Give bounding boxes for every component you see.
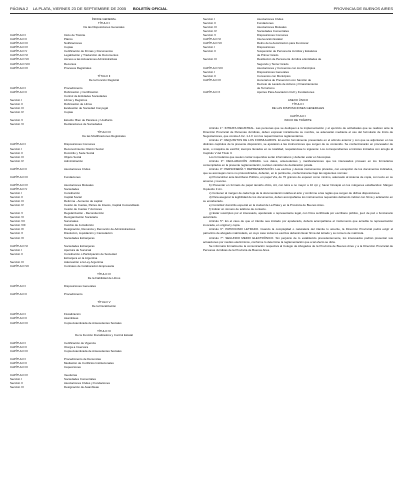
section-heading: De la Función Registral xyxy=(88,77,120,82)
publication-title: BOLETÍN OFICIAL xyxy=(132,6,168,11)
entry-number: Sección I xyxy=(10,97,22,102)
entry-number: Sección IV xyxy=(203,29,217,34)
entry-title: Aportes Para Asociación Civil y Fundaciones xyxy=(257,89,315,94)
entry-title: Sociedades Extranjeras xyxy=(64,235,95,240)
entry-title: Asociaciones Civiles y Fundaciones xyxy=(64,381,110,386)
section-heading: De la Fiabilidad de Libros xyxy=(87,276,121,280)
article-paragraph: Artículo 4°: PERSONERÍA Y REPRESENTACIÓN. Las escritos y demás instrumentos privados, con excepción de los documentos indicados, que se aconsejan como no protocolizados, deberán, en lo pertinente, confeccionarse bajo las siguientes normas: xyxy=(203,166,393,175)
section-heading: CAPÍTULO I xyxy=(289,114,307,119)
entry-number: CAPÍTULO II xyxy=(10,360,27,365)
entry-title: de Primer Grado xyxy=(257,53,279,58)
entry-number: Sección XI xyxy=(10,235,24,240)
entry-title: Retiro de la Autorización para Funcionar xyxy=(257,41,309,46)
entry-title: Disposiciones Generales xyxy=(257,69,289,74)
entry-title: Disposiciones Generales xyxy=(64,284,96,289)
entry-number: Sección V xyxy=(10,118,24,123)
entry-title: Asociaciones Mutuales xyxy=(64,182,94,187)
entry-title: Constitución o Participación de Sociedad xyxy=(64,251,117,256)
entry-number: Sección III xyxy=(10,154,24,159)
index-entry xyxy=(10,66,198,70)
entry-title: Reforma - Aumento de capital xyxy=(64,199,103,204)
entry-title: Honorarios de Prevención con Sanción de xyxy=(257,77,312,82)
index-entry xyxy=(10,236,198,240)
entry-number: Sección III xyxy=(203,25,217,30)
entry-title: Domicilio y Sede Social xyxy=(64,150,95,155)
entry-title: Asambleas xyxy=(64,316,79,321)
entry-title: Declaraciones de Sociedades xyxy=(64,122,103,127)
entry-number: CAPÍTULO III xyxy=(10,348,28,353)
entry-number: Sección V xyxy=(10,211,24,216)
entry-title: Sociedades xyxy=(64,186,80,191)
entry-title: Restitución de Personería Jurídica a Entidades de xyxy=(257,57,322,62)
entry-title: Estudio: Bien de Paraísos y Usuflucto xyxy=(64,118,113,123)
entry-number: Sección III xyxy=(10,106,24,111)
entry-number: CAPÍTULO IX xyxy=(203,77,221,82)
index-column xyxy=(10,17,198,389)
regulation-column xyxy=(203,17,393,252)
entry-title: Objeto Social xyxy=(64,154,82,159)
page-header xyxy=(10,4,393,14)
entry-title: Copia Autenticada de Antecedentes Sociales xyxy=(64,348,122,353)
entry-title: Segundo y Tercer Grado xyxy=(257,61,289,66)
entry-title: Control de Entidades Sociedades xyxy=(64,93,107,98)
entry-number: CAPÍTULO I xyxy=(10,312,27,317)
entry-title: Regularización - Reconducción xyxy=(64,211,105,216)
entry-number: CAPÍTULO II xyxy=(10,166,27,171)
entry-title: Adecuación a la Ley Argentina xyxy=(64,259,104,264)
section-heading: TÍTULO VI xyxy=(97,328,111,333)
entry-title: Asociaciones Civiles xyxy=(257,17,284,21)
article-paragraph: Artículo 2°: REQUISITOS DE LOS FORMULARIOS. El escrito formalmente presentado en el artículo anterior y con que se adjuntaren en los distintos capítulos de la presente disposición, se ajustarán a las instrucciones que surgen de su contenido. Se confeccionarán en procesador de texto, o máquina de escribir, siempre llenados en su totalidad, respetándose lo siguiente: Los correspondientes a trámites iniciados con arreglo al Capítulo V del Título II. xyxy=(203,138,393,155)
entry-number: Sección III xyxy=(10,199,24,204)
entry-title: Copia Autenticada de Antecedentes Sociales xyxy=(64,320,122,325)
entry-title: Disposiciones Comunes xyxy=(64,142,96,147)
entry-number: CAPÍTULO IV xyxy=(10,373,28,378)
entry-number: Sección I xyxy=(10,247,22,252)
entry-title: Reconocimiento: Razón Social xyxy=(64,146,104,151)
entry-number: CAPÍTULO VII xyxy=(10,263,29,268)
entry-number: Sección IX xyxy=(10,227,24,232)
section-heading: TÍTULO IV xyxy=(97,271,111,276)
index-entry xyxy=(10,365,198,369)
entry-number: Sección IV xyxy=(10,110,24,115)
entry-number: Sección III xyxy=(10,385,24,390)
entry-number: CAPÍTULO II xyxy=(10,37,27,42)
entry-title: Veedurías xyxy=(64,373,78,378)
entry-number: Sección X xyxy=(10,231,24,236)
entry-number: CAPÍTULO IV xyxy=(10,45,28,50)
entry-number: CAPÍTULO III xyxy=(10,174,28,179)
entry-number: Sección II xyxy=(10,101,23,106)
entry-title: Contratos de Colaboración Empresaria xyxy=(64,263,114,268)
entry-number: Sección IV xyxy=(10,158,24,163)
entry-title: Cesión de Cuotas Y Acciones xyxy=(64,207,102,212)
entry-title: Asociaciones y Convenios con los Municipios xyxy=(257,65,316,70)
article-paragraph: e) Constituir domicilio especial en la ciudad de La Plata y en la Provincia de Buenos Aires. xyxy=(209,203,325,208)
entry-number: Sección I xyxy=(10,377,22,382)
index-entry xyxy=(10,110,198,114)
entry-number: CAPÍTULO III xyxy=(10,365,28,370)
article-paragraph: Artículo 6°: PATROCINIO LETRADO. Cuando la complejidad o naturaleza del trámite lo amerite, la Dirección Provincial podrá exigir el patrocinio de abogado matriculado, en cuyo caso todos los escritos deberán llevar firma del letrado y su número de matrícula. xyxy=(203,227,393,236)
entry-title: Designación de Asambleas xyxy=(64,385,99,390)
entry-title: Copias xyxy=(64,45,73,50)
article-paragraph: c) Contener al margen de cada hoja de la documentación relativa al acto y conforme a las reglas que surgen de dichas disposiciones. xyxy=(209,191,381,196)
index-entry xyxy=(10,284,198,288)
entry-number: CAPÍTULO VI xyxy=(10,243,28,248)
entry-title: Extranjera en la Argentina xyxy=(64,255,98,260)
entry-number: Sección VIII xyxy=(10,223,26,228)
entry-number: CAPÍTULO II xyxy=(10,292,27,297)
index-entry xyxy=(10,167,198,171)
entry-number: CAPÍTULO I xyxy=(10,284,27,289)
article-paragraph: a) Protocolizar ante Escribano Público, en papel Vía, de 70 gramos de espesor como mínimo, adecuado al sistema de copia, con texto en su anverso y reverso. xyxy=(203,174,393,183)
section-heading: ANEXO ÚNICO xyxy=(287,97,309,102)
entry-title: Disposiciones xyxy=(257,45,275,50)
entry-number: Sección II xyxy=(203,21,216,26)
article-paragraph: b) Presentar en formato de papel tamaño oficio, A4, con letra a no mayor a 10 cpi y, hacer hincapié en los márgenes establecidos: Margen Izquierdo 3 cm. xyxy=(203,182,393,191)
entry-number: Sección II xyxy=(203,49,216,54)
entry-title: Mediación de Conflictos Institucionales xyxy=(64,360,114,365)
entry-title: Rubricación de Libros xyxy=(64,101,92,106)
entry-number: CAPÍTULO I xyxy=(10,33,27,38)
section-heading: De la Función Fiscalizadora y Control Estatal xyxy=(75,332,133,337)
entry-title: Inspecciones xyxy=(64,365,81,370)
entry-number: CAPÍTULO VII xyxy=(10,57,29,62)
entry-number: Sección III xyxy=(203,57,217,62)
entry-title: Decreto de Lavado de Activos y Financiamiento xyxy=(257,81,319,86)
entry-number: Sección II xyxy=(203,73,216,78)
section-heading: DE LAS DISPOSICIONES GENERALES xyxy=(271,106,325,111)
article-paragraph: Artículo 3°: DECLARACIÓN JURADA. Los datos, antecedentes y manifestaciones que los interesados provean en los formularios contemplados en la presente reglamentación, revisten carácter de declaración jurada. xyxy=(203,158,393,167)
article-paragraph: f) Indicar un número de teléfono de contacto. xyxy=(209,207,267,212)
article-paragraph: g) Estar suscriptos por el interesado, apoderado o representante legal, con firma certificada por escribano público, juez de paz o funcionario autorizado. xyxy=(203,211,393,220)
index-entry xyxy=(10,292,198,296)
entry-number: CAPÍTULO IV xyxy=(10,182,28,187)
section-heading: TÍTULO II xyxy=(97,73,111,78)
article-paragraph: Los formularios que suelen contar requeridos serán informativos y deberán estar en fotocopias. xyxy=(209,154,332,159)
entry-title: Procedimiento de Denuncias xyxy=(64,356,101,361)
entry-title: Otorga a Inversora xyxy=(64,344,89,349)
entry-number: Sección VI xyxy=(10,215,24,220)
entry-title: Cesión de Cuotas, Partes de Interés, Capital Comanditado xyxy=(64,203,140,208)
index-entry xyxy=(10,349,198,353)
article-paragraph: d) Para asegurar la legibilidad de los documentos, deben acompañarse los instrumentos requeridos debiendo indicar con firma y aclaración en su encabezado. xyxy=(203,195,393,204)
entry-number: CAPÍTULO I xyxy=(10,85,27,90)
section-heading: De las Disposiciones Generales xyxy=(83,25,125,30)
article-paragraph: Artículo 5°: En el caso de que el trámite sea iniciado por apoderado, deberá acompañarse el instrumento que acredite la representación invocada, en original y copia. xyxy=(203,219,393,228)
entry-number: CAPÍTULO VII xyxy=(203,41,222,46)
entry-number: CAPÍTULO V xyxy=(10,49,28,54)
entry-title: Asociaciones Mutuales xyxy=(257,25,287,30)
section-heading: INICIO DE TRÁMITE xyxy=(284,118,312,123)
section-heading: TÍTULO V xyxy=(97,300,111,305)
entry-number: CAPÍTULO VIII xyxy=(203,65,223,70)
entry-title: Recursos xyxy=(64,61,77,66)
entry-title: Sucursales xyxy=(64,219,79,224)
entry-number: Sección I xyxy=(203,45,215,50)
page-number: PÁGINA 2 xyxy=(10,6,29,11)
entry-title: Sociedades Extranjeras xyxy=(64,243,95,248)
entry-title: de Terrorismo xyxy=(257,85,275,90)
entry-number: CAPÍTULO II xyxy=(10,316,27,321)
entry-title: Plazos xyxy=(64,37,73,42)
section-heading: TÍTULO I xyxy=(98,21,110,26)
entry-title: Sociedades Comerciales xyxy=(64,377,96,382)
entry-title: Cambio de Jurisdicción xyxy=(64,223,94,228)
entry-number: CAPÍTULO IX xyxy=(10,65,28,70)
entry-title: Sociedades Comerciales xyxy=(257,29,289,34)
index-entry xyxy=(10,159,198,163)
index-entry xyxy=(10,385,198,389)
index-entry xyxy=(10,122,198,126)
entry-number: Sección II xyxy=(10,381,23,386)
article-paragraph: Artículo 7°: SEGUNDO MEDIO ELECTRÓNICO. Sin perjuicio de lo establecido precedentemente, los interesados podrán presentar sus actuaciones por medios electrónicos, conforme lo determine la reglamentación que a tal efecto se dicte. xyxy=(203,235,393,244)
entry-title: Apertura de Sucursal xyxy=(64,247,92,252)
entry-number: CAPÍTULO VI xyxy=(10,53,28,58)
section-heading: ÍNDICE GENERAL xyxy=(91,17,117,21)
entry-number: CAPÍTULO I xyxy=(10,142,27,147)
entry-title: Rubricación y Certificación xyxy=(64,89,99,94)
entry-number: Sección III xyxy=(10,259,24,264)
entry-title: Suspensión de Personería Jurídica y Estatutos xyxy=(257,49,318,54)
entry-number: CAPÍTULO X xyxy=(203,89,221,94)
header-date: LA PLATA, VIERNES 23 DE SEPTIEMBRE DE 2005 xyxy=(32,6,127,11)
entry-title: Procedimiento xyxy=(64,292,83,297)
entry-title: Administración xyxy=(64,158,83,163)
entry-number: Sección I xyxy=(203,17,215,21)
entry-title: Constitución xyxy=(64,191,80,196)
entry-title: Fundaciones xyxy=(64,174,81,179)
entry-title: Legalización y Traducción de Documentos xyxy=(64,53,119,58)
entry-number: CAPÍTULO III xyxy=(10,41,28,46)
entry-title: Certificación de Firmas y Documentos xyxy=(64,49,113,54)
index-entry xyxy=(10,175,198,179)
entry-number: Sección II xyxy=(10,195,23,200)
entry-title: Libros y Registros xyxy=(64,97,88,102)
entry-title: Disolución, Liquidación y Cancelación xyxy=(64,231,113,236)
entry-number: Sección I xyxy=(10,146,22,151)
entry-title: Acceso a las Actuaciones Administrativas xyxy=(64,57,118,62)
entry-title: Disposiciones Comunes xyxy=(257,33,289,38)
entry-title: Inicio de Trámite xyxy=(64,33,86,38)
article-paragraph: Se informará formalmente la comunicación respectiva al Colegio de Abogados de la Provincia de Buenos Aires y a la Dirección Provincial de Personas Jurídicas de la Provincia de Buenos Aires. xyxy=(203,243,393,252)
entry-number: CAPÍTULO VI xyxy=(203,37,221,42)
entry-number: Sección I xyxy=(203,69,215,74)
index-entry xyxy=(203,90,393,94)
section-heading: TÍTULO I xyxy=(292,101,304,106)
entry-title: Fundaciones xyxy=(257,21,274,26)
entry-number: CAPÍTULO I xyxy=(10,356,27,361)
section-heading: De las Modificaciones Registrales xyxy=(82,134,126,139)
entry-number: Sección II xyxy=(10,150,23,155)
entry-number: CAPÍTULO II xyxy=(10,344,27,349)
index-entry xyxy=(10,264,198,268)
entry-title: Convenios con Municipios xyxy=(257,73,291,78)
entry-title: Notificaciones xyxy=(64,41,82,46)
entry-title: Procedimiento xyxy=(64,85,83,90)
entry-number: Sección I xyxy=(10,191,22,196)
entry-title: Procesos Registrales xyxy=(64,65,92,70)
entry-title: Capital Social xyxy=(64,195,82,200)
entry-title: Asociaciones Civiles xyxy=(64,166,91,171)
entry-number: CAPÍTULO III xyxy=(10,320,28,325)
entry-title: Evaluación de Sociedad Conyugal xyxy=(64,106,109,111)
entry-number: Sección VI xyxy=(10,122,24,127)
entry-number: CAPÍTULO V xyxy=(10,186,28,191)
entry-title: Fiscalización xyxy=(64,312,81,317)
entry-number: Sección IV xyxy=(10,203,24,208)
article-paragraph: Artículo 1°: INTRATA REGISTRAL. Las personas que se dediquen a la implementación y el ejercicio de actividades que se realicen ante la Dirección Provincial de Personas Jurídicas, deben expresar inicialmente su nombre, se adecuarán mediante el uso del formulario de Inicio de Negociaciones, que consta A Inc. 1-1 F con los requerimientos reglamentarios. xyxy=(203,126,393,139)
entry-title: Intervención Estatal xyxy=(257,37,283,42)
entry-number: CAPÍTULO I xyxy=(10,340,27,345)
section-heading: De la Fiscalización xyxy=(91,304,117,309)
entry-number: CAPÍTULO VIII xyxy=(10,61,30,66)
entry-title: Reorganización Societaria xyxy=(64,215,98,220)
index-entry xyxy=(10,321,198,325)
entry-title: Certificación de Vigencia xyxy=(64,340,96,345)
entry-number: Sección VII xyxy=(10,219,25,224)
section-heading: TÍTULO III xyxy=(97,130,111,135)
entry-title: Designación, Renuncia y Remoción de Administradores xyxy=(64,227,136,232)
header-left xyxy=(10,6,334,11)
header-province: PROVINCIA DE BUENOS AIRES xyxy=(333,6,393,11)
entry-number: Sección V xyxy=(203,33,217,38)
entry-number: Sección II xyxy=(10,251,23,256)
entry-title: Copias xyxy=(64,110,73,115)
entry-number: CAPÍTULO II xyxy=(10,89,27,94)
